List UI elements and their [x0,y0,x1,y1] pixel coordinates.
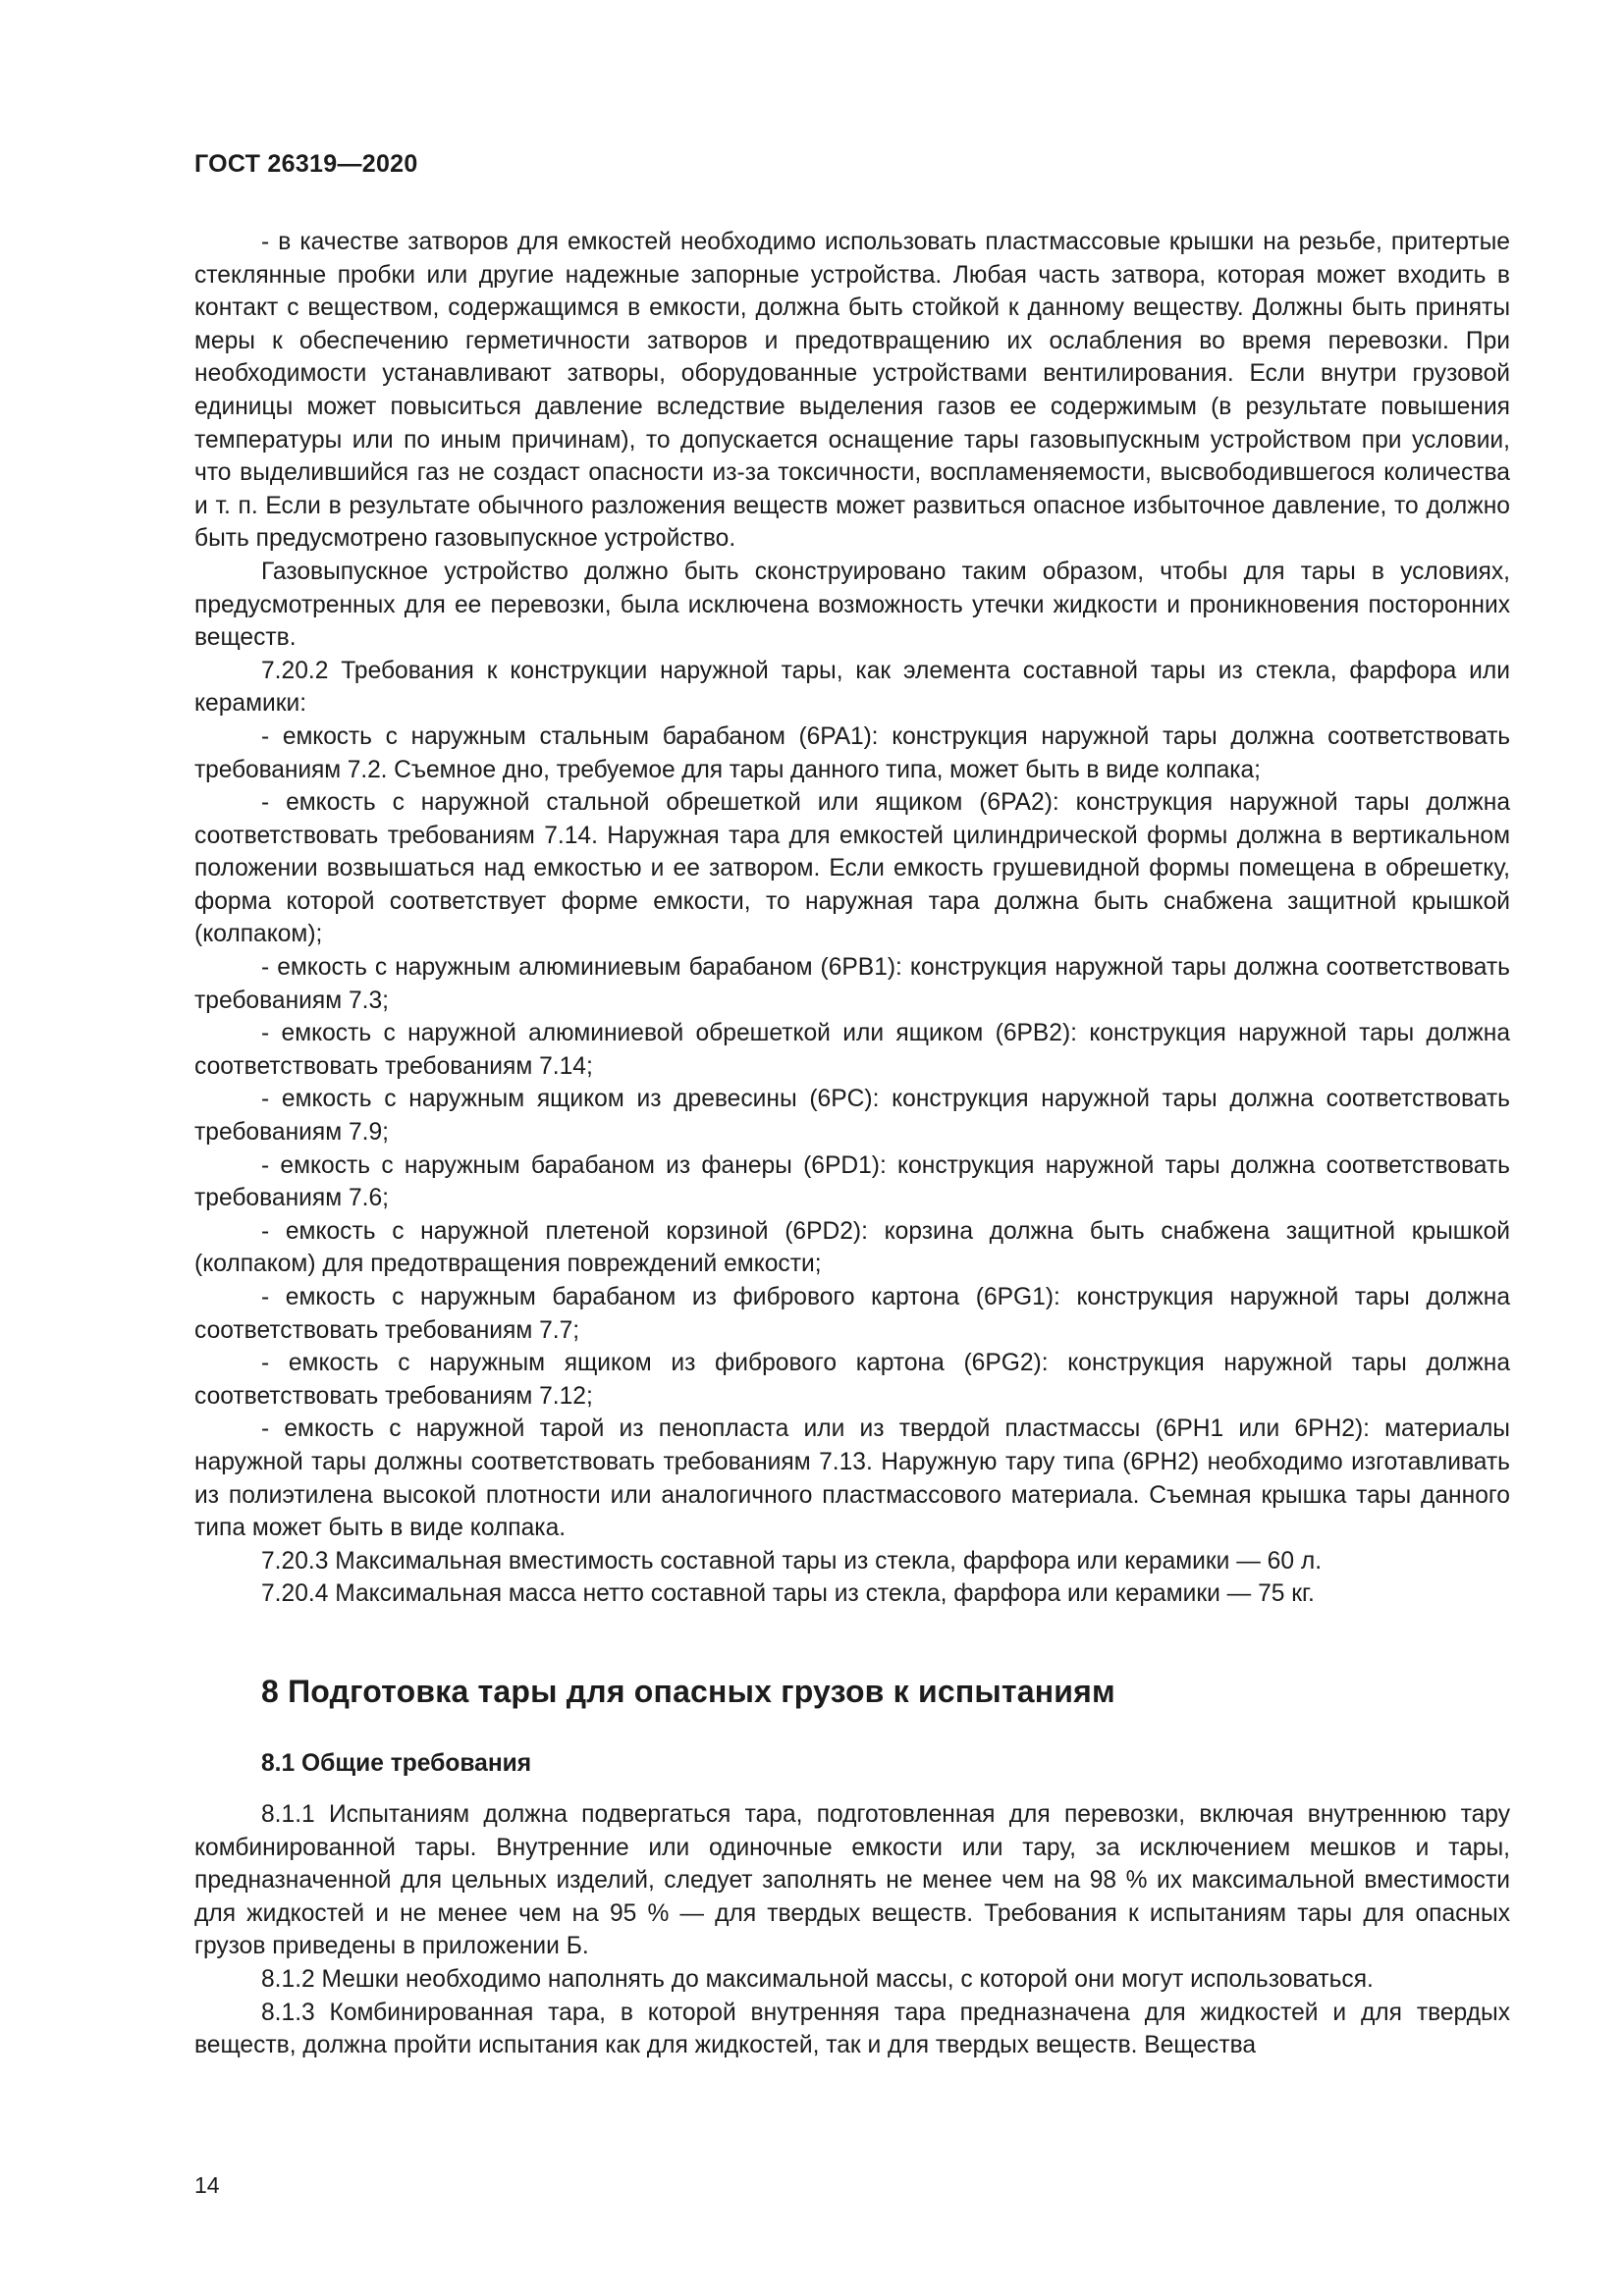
section-7-body [194,226,1510,1611]
section-8-body [194,1798,1510,2062]
paragraph-7-20-3: 7.20.3 Максимальная вместимость составной тары из стекла, фарфора или керамики — 60 л. [261,1547,1323,1575]
paragraph-8-1-3: 8.1.3 Комбинированная тара, в которой внутренняя тара предназначена для жидкостей и для твердых веществ, должна пройти испытания как для жидкостей, так и для твердых веществ. Вещества [194,1999,1510,2059]
paragraph-closures: - в качестве затворов для емкостей необходимо использовать пластмассовые крышки на резьбе, притертые стеклянные пробки или другие надежные запорные устройства. Любая часть затвора, которая может входить в контакт с веществом, содержащимся в емкости, должна быть стойкой к данному веществу. Должны быть приняты меры к обеспечению герметичности затворов и предотвращению их ослабления во время перевозки. При необходимости устанавливают затворы, оборудованные устройствами вентилирования. Если внутри грузовой единицы может повыситься давление вследствие выделения газов ее содержимым (в результате повышения температуры или по иным причинам), то допускается оснащение тары газовыпускным устройством при условии, что выделившийся газ не создаст опасности из-за токсичности, воспламеняемости, высвободившегося количества и т. п. Если в результате обычного разложения веществ может развиться опасное избыточное давление, то должно быть предусмотрено газовыпускное устройство. [194,229,1510,553]
list-item-6pg1: - емкость с наружным барабаном из фибрового картона (6PG1): конструкция наружной тары должна соответствовать требованиям 7.7; [194,1284,1510,1344]
subsection-8-1-title: 8.1 Общие требования [261,1750,532,1777]
paragraph-gas-vent: Газовыпускное устройство должно быть сконструировано таким образом, чтобы для тары в условиях, предусмотренных для ее перевозки, была исключена возможность утечки жидкости и проникновения посторонних веществ. [194,558,1510,652]
list-item-6pa1: - емкость с наружным стальным барабаном (6PA1): конструкция наружной тары должна соответствовать требованиям 7.2. Съемное дно, требуемое для тары данного типа, может быть в виде колпака; [194,722,1510,783]
list-item-6pb2: - емкость с наружной алюминиевой обрешеткой или ящиком (6PB2): конструкция наружной тары должна соответствовать требованиям 7.14; [194,1020,1510,1080]
list-item-6pg2: - емкость с наружным ящиком из фибрового картона (6PG2): конструкция наружной тары должна соответствовать требованиям 7.12; [194,1350,1510,1410]
list-item-6pc: - емкость с наружным ящиком из древесины (6PC): конструкция наружной тары должна соответствовать требованиям 7.9; [194,1086,1510,1147]
section-8-title: 8 Подготовка тары для опасных грузов к испытаниям [261,1674,1115,1709]
paragraph-7-20-2: 7.20.2 Требования к конструкции наружной тары, как элемента составной тары из стекла, фарфора или керамики: [194,657,1510,718]
list-item-6ph: - емкость с наружной тарой из пенопласта или из твердой пластмассы (6PH1 или 6PH2): материалы наружной тары должны соответствовать требованиям 7.13. Наружную тару типа (6PH2) необходимо изготавливать из полиэтилена высокой плотности или аналогичного пластмассового материала. Съемная крышка тары данного типа может быть в виде колпака. [194,1415,1510,1542]
paragraph-8-1-1: 8.1.1 Испытаниям должна подвергаться тара, подготовленная для перевозки, включая внутреннюю тару комбинированной тары. Внутренние или одиночные емкости или тару, за исключением мешков и тары, предназначенной для цельных изделий, следует заполнять не менее чем на 98 % их максимальной вместимости для жидкостей и не менее чем на 95 % — для твердых веществ. Требования к испытаниям тары для опасных грузов приведены в приложении Б. [194,1801,1510,1960]
document-page [194,0,1530,2296]
paragraph-7-20-4: 7.20.4 Максимальная масса нетто составной тары из стекла, фарфора или керамики — 75 кг. [261,1580,1315,1608]
list-item-6pb1: - емкость с наружным алюминиевым барабаном (6PB1): конструкция наружной тары должна соответствовать требованиям 7.3; [194,954,1510,1014]
page-number: 14 [194,2172,220,2198]
list-item-6pa2: - емкость с наружной стальной обрешеткой или ящиком (6PA2): конструкция наружной тары должна соответствовать требованиям 7.14. Наружная тара для емкостей цилиндрической формы должна в вертикальном положении возвышаться над емкостью и ее затвором. Если емкость грушевидной формы помещена в обрешетку, форма которой соответствует форме емкости, то наружная тара должна быть снабжена защитной крышкой (колпаком); [194,789,1510,948]
document-code-header: ГОСТ 26319—2020 [194,150,418,178]
list-item-6pd2: - емкость с наружной плетеной корзиной (6PD2): корзина должна быть снабжена защитной крышкой (колпаком) для предотвращения повреждений емкости; [194,1217,1510,1278]
paragraph-8-1-2: 8.1.2 Мешки необходимо наполнять до максимальной массы, с которой они могут использоваться. [261,1965,1374,1993]
list-item-6pd1: - емкость с наружным барабаном из фанеры (6PD1): конструкция наружной тары должна соответствовать требованиям 7.6; [194,1151,1510,1212]
